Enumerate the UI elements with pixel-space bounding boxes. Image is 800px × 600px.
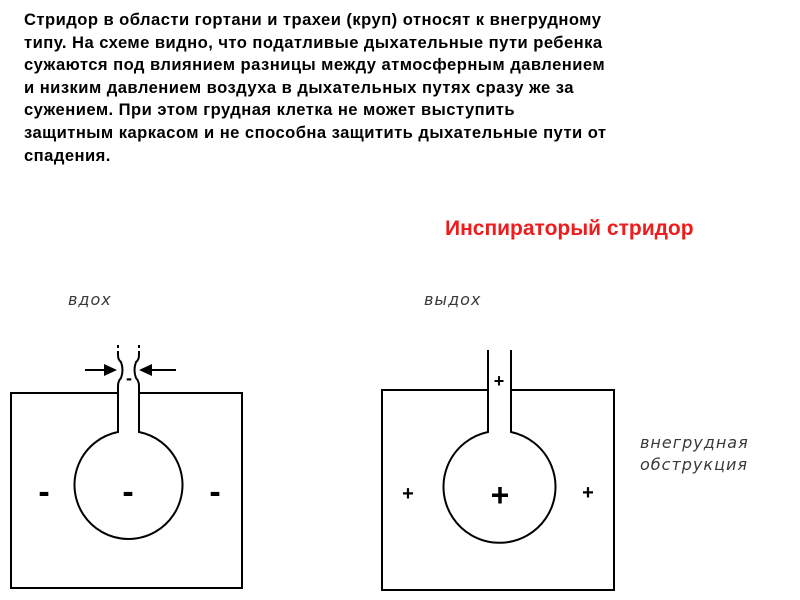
inspiration-label: вдох — [68, 290, 112, 309]
lung-positive-sign: + — [490, 477, 510, 513]
paragraph-line: типу. На схеме видно, что податливые дыхательные пути ребенка — [24, 32, 603, 52]
expiration-label: выдох — [424, 290, 482, 309]
compression-arrow-right — [139, 364, 176, 376]
diagram-title: Инспираторый стридор — [445, 217, 694, 240]
chest-negative-sign-right: - — [209, 473, 221, 511]
paragraph-line: сужаются под влиянием разницы между атмосферным давлением — [24, 55, 606, 75]
paragraph-line: и низким давлением воздуха в дыхательных путях сразу же за — [24, 77, 574, 97]
paragraph-line: Стридор в области гортани и трахеи (круп) относят к внегрудному — [24, 10, 602, 29]
expiration-diagram — [382, 290, 749, 590]
trachea-negative-sign: - — [126, 368, 132, 388]
trachea-positive-sign: + — [493, 371, 505, 391]
extrathoracic-annotation-line1: внегрудная — [640, 433, 749, 452]
paragraph-line: сужением. При этом грудная клетка не может выступить — [24, 100, 515, 120]
lung-negative-sign: - — [122, 473, 134, 511]
paragraph-line: спадения. — [24, 145, 111, 165]
chest-positive-sign-left: + — [402, 483, 414, 505]
paragraph-line: защитным каркасом и не способна защитить дыхательные пути от — [24, 122, 607, 142]
inspiration-diagram — [11, 290, 242, 588]
chest-negative-sign-left: - — [38, 473, 50, 511]
compression-arrow-left — [85, 364, 117, 376]
extrathoracic-annotation-line2: обструкция — [640, 455, 748, 474]
chest-positive-sign-right: + — [582, 482, 594, 504]
